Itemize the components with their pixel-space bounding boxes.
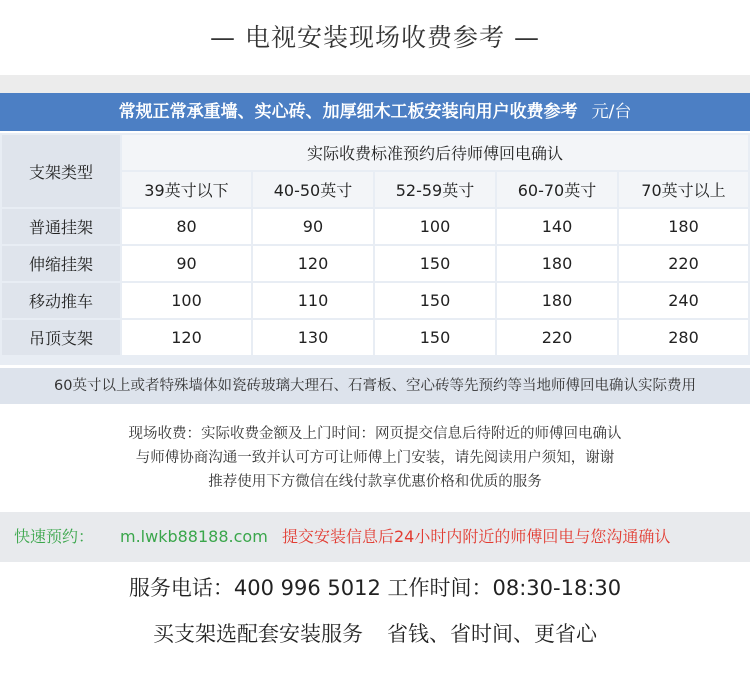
price-cell: 150: [375, 320, 495, 355]
price-cell: 220: [497, 320, 617, 355]
price-cell: 100: [375, 209, 495, 244]
row-type: 伸缩挂架: [2, 246, 120, 281]
price-cell: 90: [253, 209, 373, 244]
price-cell: 150: [375, 246, 495, 281]
table-row: [2, 209, 748, 244]
row-type: 普通挂架: [2, 209, 120, 244]
price-cell: 150: [375, 283, 495, 318]
price-cell: 180: [497, 283, 617, 318]
slogan-right: 省钱、省时间、更省心: [387, 622, 597, 646]
price-cell: 80: [122, 209, 251, 244]
price-cell: 220: [619, 246, 748, 281]
price-cell: 110: [253, 283, 373, 318]
size-header: 39英寸以下: [122, 172, 251, 207]
info-line: 推荐使用下方微信在线付款享优惠价格和优质的服务: [208, 474, 542, 490]
table-header-row: [2, 135, 748, 170]
banner-text: 常规正常承重墙、实心砖、加厚细木工板安装向用户收费参考: [118, 102, 578, 122]
price-banner: [0, 93, 750, 131]
price-cell: 120: [122, 320, 251, 355]
slogan: [0, 618, 750, 648]
banner-unit: 元/台: [591, 102, 632, 122]
price-cell: 90: [122, 246, 251, 281]
price-table-wrapper: [0, 133, 750, 365]
price-cell: 180: [497, 246, 617, 281]
booking-link[interactable]: m.lwkb88188.com: [120, 527, 268, 546]
info-line: 现场收费：实际收费金额及上门时间：网页提交信息后待附近的师傅回电确认: [128, 426, 622, 442]
info-line: 与师傅协商沟通一致并认可方可让师傅上门安装，请先阅读用户须知，谢谢: [135, 450, 615, 466]
price-cell: 280: [619, 320, 748, 355]
price-cell: 130: [253, 320, 373, 355]
quick-booking-bar: [0, 512, 750, 562]
price-table: [0, 133, 750, 357]
slogan-left: 买支架选配套安装服务: [153, 622, 363, 646]
size-header: 70英寸以上: [619, 172, 748, 207]
callback-message: 提交安装信息后24小时内附近的师傅回电与您沟通确认: [282, 527, 671, 546]
type-header: 支架类型: [2, 135, 120, 207]
price-cell: 120: [253, 246, 373, 281]
special-wall-note: 60英寸以上或者特殊墙体如瓷砖玻璃大理石、石膏板、空心砖等先预约等当地师傅回电确认实际费用: [0, 368, 750, 404]
table-row: [2, 320, 748, 355]
page-title: — 电视安装现场收费参考 —: [210, 23, 540, 52]
size-header: 52-59英寸: [375, 172, 495, 207]
table-row: [2, 246, 748, 281]
size-header: 60-70英寸: [497, 172, 617, 207]
price-cell: 100: [122, 283, 251, 318]
group-header: 实际收费标准预约后待师傅回电确认: [122, 135, 748, 170]
top-divider-band: [0, 75, 750, 93]
charge-info: [0, 422, 750, 494]
table-row: [2, 283, 748, 318]
contact-info: 服务电话：400 996 5012 工作时间：08:30-18:30: [128, 576, 622, 600]
row-type: 移动推车: [2, 283, 120, 318]
size-header: 40-50英寸: [253, 172, 373, 207]
price-cell: 240: [619, 283, 748, 318]
price-cell: 140: [497, 209, 617, 244]
price-cell: 180: [619, 209, 748, 244]
row-type: 吊顶支架: [2, 320, 120, 355]
quick-booking-label: 快速预约：: [14, 527, 95, 546]
